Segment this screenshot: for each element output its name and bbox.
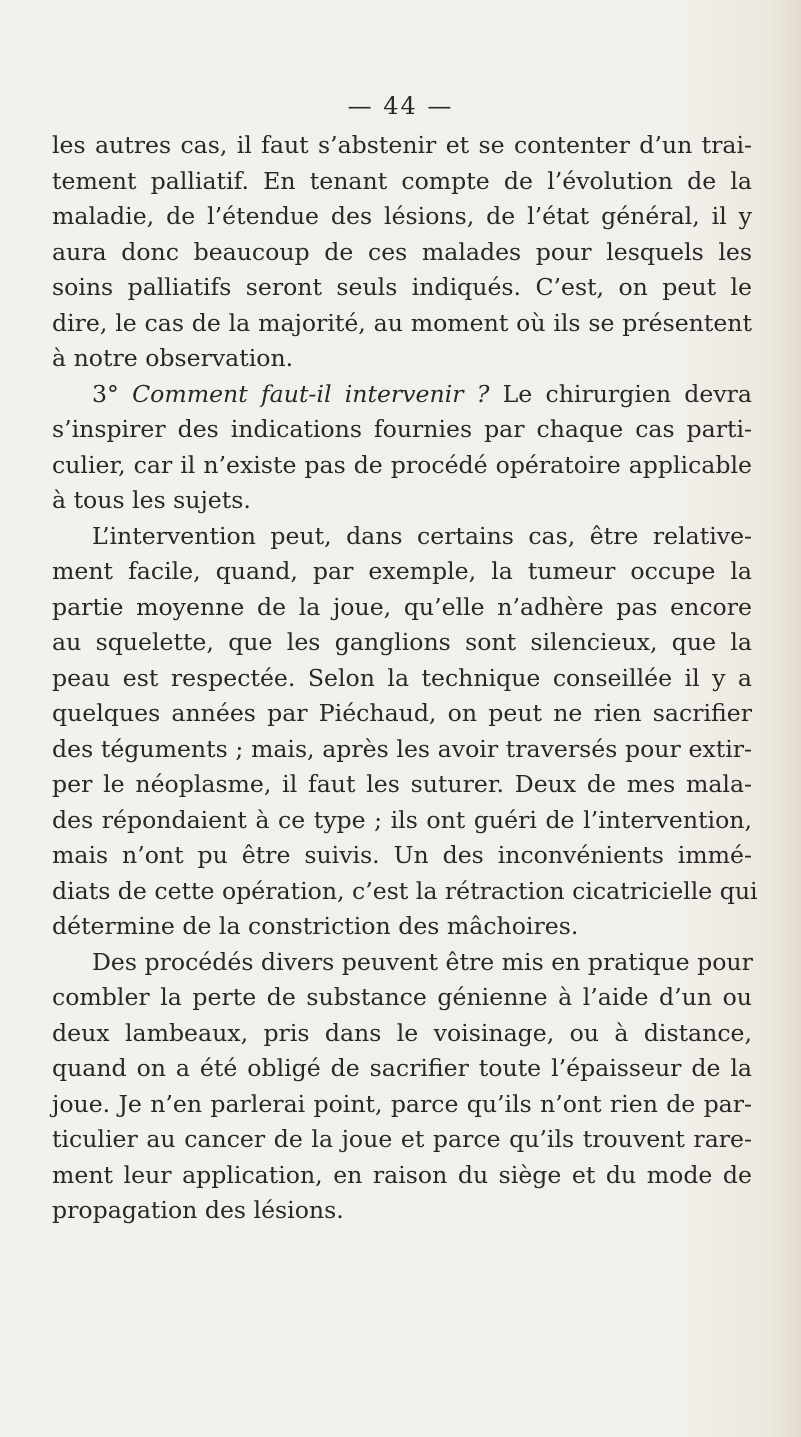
text-line bbox=[52, 1158, 752, 1194]
text-line bbox=[52, 661, 752, 697]
text-line bbox=[52, 554, 752, 590]
line-text: soins palliatifs seront seuls indiqués. C’est, on peut le bbox=[52, 273, 752, 301]
line-text: à tous les sujets. bbox=[52, 486, 251, 514]
text-line bbox=[52, 1122, 752, 1158]
line-text: peau est respectée. Selon la technique conseillée il y a bbox=[52, 663, 752, 692]
text-line bbox=[52, 838, 752, 874]
line-text: culier, car il n’existe pas de procédé opératoire applicable bbox=[52, 450, 752, 479]
line-text: Des procédés divers peuvent être mis en pratique pour bbox=[92, 947, 753, 976]
text-line bbox=[52, 412, 752, 448]
line-text: ment leur application, en raison du siège et du mode de bbox=[52, 1160, 752, 1189]
line-text: partie moyenne de la joue, qu’elle n’adhère pas encore bbox=[52, 592, 752, 621]
text-line bbox=[52, 270, 752, 306]
section-heading: Comment faut-il intervenir ? bbox=[132, 379, 490, 408]
line-text: ment facile, quand, par exemple, la tumeur occupe la bbox=[52, 557, 752, 585]
text-line bbox=[52, 519, 752, 555]
line-text: tement palliatif. En tenant compte de l’évolution de la bbox=[52, 166, 752, 195]
line-text: maladie, de l’étendue des lésions, de l’état général, il y bbox=[52, 202, 752, 230]
text-line bbox=[52, 590, 752, 626]
line-text: Le chirurgien devra bbox=[489, 379, 752, 408]
text-line bbox=[52, 732, 752, 768]
line-text: per le néoplasme, il faut les suturer. Deux de mes mala- bbox=[52, 770, 752, 798]
line-text: à notre observation. bbox=[52, 344, 294, 372]
line-text: deux lambeaux, pris dans le voisinage, ou à distance, bbox=[52, 1018, 752, 1047]
text-line bbox=[52, 1016, 752, 1052]
text-line bbox=[52, 483, 752, 519]
line-text: au squelette, que les ganglions sont silencieux, que la bbox=[52, 628, 752, 656]
text-line bbox=[52, 1193, 752, 1229]
text-line bbox=[52, 164, 752, 200]
line-text: dire, le cas de la majorité, au moment où ils se présentent bbox=[52, 308, 752, 337]
text-line bbox=[52, 448, 752, 484]
text-line bbox=[52, 803, 752, 839]
line-text: les autres cas, il faut s’abstenir et se contenter d’un trai- bbox=[52, 131, 752, 159]
line-text: s’inspirer des indications fournies par chaque cas parti- bbox=[52, 415, 752, 443]
text-line bbox=[52, 306, 752, 342]
text-line bbox=[52, 128, 752, 164]
text-line bbox=[52, 909, 752, 945]
line-text: quelques années par Piéchaud, on peut ne rien sacrifier bbox=[52, 699, 752, 727]
line-text: propagation des lésions. bbox=[52, 1196, 344, 1224]
line-text: détermine de la constriction des mâchoires. bbox=[52, 912, 579, 940]
line-text: des répondaient à ce type ; ils ont guéri de l’intervention, bbox=[52, 805, 752, 834]
text-line bbox=[52, 696, 752, 732]
text-line bbox=[52, 341, 752, 377]
line-text: joue. Je n’en parlerai point, parce qu’ils n’ont rien de par- bbox=[52, 1089, 752, 1118]
line-text: quand on a été obligé de sacrifier toute l’épaisseur de la bbox=[52, 1054, 752, 1082]
text-line bbox=[52, 874, 758, 910]
line-text: combler la perte de substance génienne à l’aide d’un ou bbox=[52, 983, 752, 1011]
text-line bbox=[52, 199, 752, 235]
page-number: — 44 — bbox=[347, 92, 454, 120]
text-line bbox=[52, 1051, 752, 1087]
section-number: 3° bbox=[92, 379, 133, 408]
text-line bbox=[52, 945, 752, 981]
line-text: diats de cette opération, c’est la rétraction cicatricielle qui bbox=[52, 876, 758, 905]
text-line bbox=[52, 980, 752, 1016]
text-line bbox=[52, 377, 752, 413]
text-line bbox=[52, 1087, 752, 1123]
line-text: aura donc beaucoup de ces malades pour lesquels les bbox=[52, 237, 752, 266]
line-text: mais n’ont pu être suivis. Un des inconvénients immé- bbox=[52, 841, 752, 869]
text-line bbox=[52, 767, 752, 803]
line-text: ticulier au cancer de la joue et parce qu’ils trouvent rare- bbox=[52, 1125, 752, 1153]
text-line bbox=[52, 235, 752, 271]
text-line bbox=[52, 625, 752, 661]
body-text bbox=[52, 128, 758, 1229]
line-text: des téguments ; mais, après les avoir traversés pour extir- bbox=[52, 734, 752, 763]
line-text: L’intervention peut, dans certains cas, être relative- bbox=[92, 521, 752, 550]
